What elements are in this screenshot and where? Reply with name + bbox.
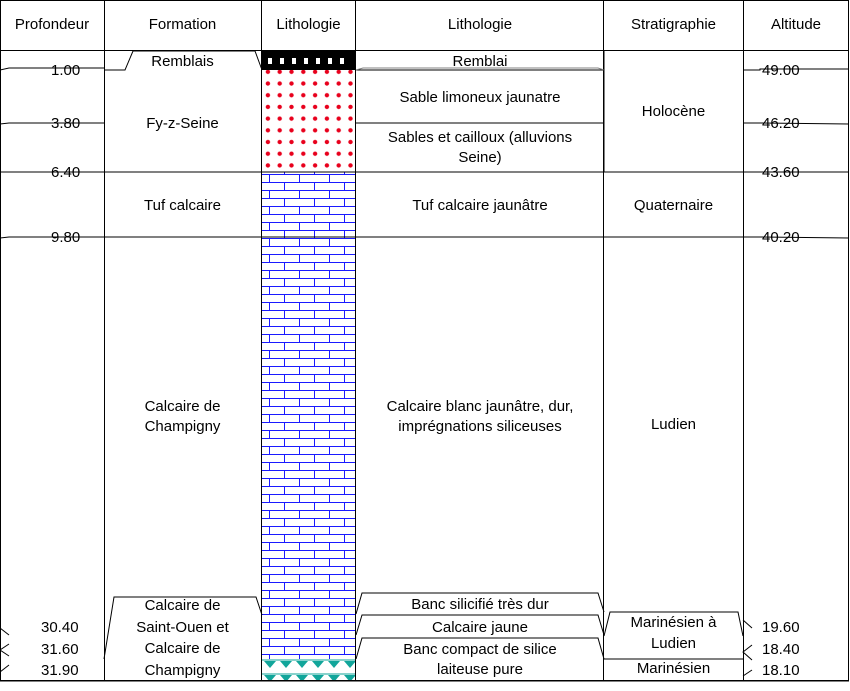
altitude-value: 40.20 xyxy=(762,229,800,246)
description-label: Calcaire blanc jaunâtre, dur, xyxy=(386,398,574,415)
formation-label: Tuf calcaire xyxy=(144,197,221,214)
altitude-value: 46.20 xyxy=(762,115,800,132)
formation-label: Calcaire de xyxy=(144,398,221,415)
formation-label: Calcaire de xyxy=(144,640,221,657)
stratigraphy-label: Marinésien xyxy=(636,660,711,677)
remblai-pattern xyxy=(262,51,355,70)
formation-label: Fy-z-Seine xyxy=(146,115,219,132)
description-label: Banc silicifié très dur xyxy=(411,596,549,613)
header-stratigraphie: Stratigraphie xyxy=(630,16,717,33)
formation-label: Champigny xyxy=(144,662,221,679)
stratigraphy-label: Quaternaire xyxy=(633,197,714,214)
description-label: Calcaire jaune xyxy=(432,619,528,636)
altitude-value: 19.60 xyxy=(762,619,800,636)
description-label: Sables et cailloux (alluvions xyxy=(387,129,573,146)
altitude-value: 18.10 xyxy=(762,662,800,679)
formation-label: Remblais xyxy=(151,53,214,70)
depth-value: 31.90 xyxy=(41,662,79,679)
stratigraphy-label: Ludien xyxy=(650,635,697,652)
description-label: Seine) xyxy=(458,149,502,166)
description-label: Tuf calcaire jaunâtre xyxy=(412,197,548,214)
header-profondeur: Profondeur xyxy=(14,16,90,33)
formation-label: Champigny xyxy=(144,418,221,435)
silica-pattern xyxy=(262,659,355,680)
depth-value: 3.80 xyxy=(51,115,81,132)
depth-value: 31.60 xyxy=(41,641,79,658)
formation-label: Calcaire de xyxy=(144,597,221,614)
depth-value: 9.80 xyxy=(51,229,81,246)
altitude-value: 43.60 xyxy=(762,164,800,181)
header-altitude: Altitude xyxy=(770,16,822,33)
depth-value: 1.00 xyxy=(51,62,81,79)
altitude-value: 49.00 xyxy=(762,62,800,79)
description-label: laiteuse pure xyxy=(437,661,523,678)
altitude-value: 18.40 xyxy=(762,641,800,658)
lithology-column xyxy=(262,51,355,680)
sand-pattern xyxy=(262,70,355,172)
limestone-pattern xyxy=(262,172,355,659)
stratigraphy-label: Holocène xyxy=(641,103,706,120)
description-label: Sable limoneux jaunatre xyxy=(399,89,561,106)
formation-label: Saint-Ouen et xyxy=(136,619,229,636)
depth-value: 6.40 xyxy=(51,164,81,181)
header-lithologie-description: Lithologie xyxy=(447,16,513,33)
description-label: Remblai xyxy=(452,53,508,70)
description-label: imprégnations siliceuses xyxy=(398,418,562,435)
depth-value: 30.40 xyxy=(41,619,79,636)
stratigraphy-label: Ludien xyxy=(650,416,697,433)
header-formation: Formation xyxy=(148,16,217,33)
stratigraphy-label: Marinésien à xyxy=(630,614,717,631)
description-label: Banc compact de silice xyxy=(403,641,557,658)
header-lithologie: Lithologie xyxy=(276,16,341,33)
